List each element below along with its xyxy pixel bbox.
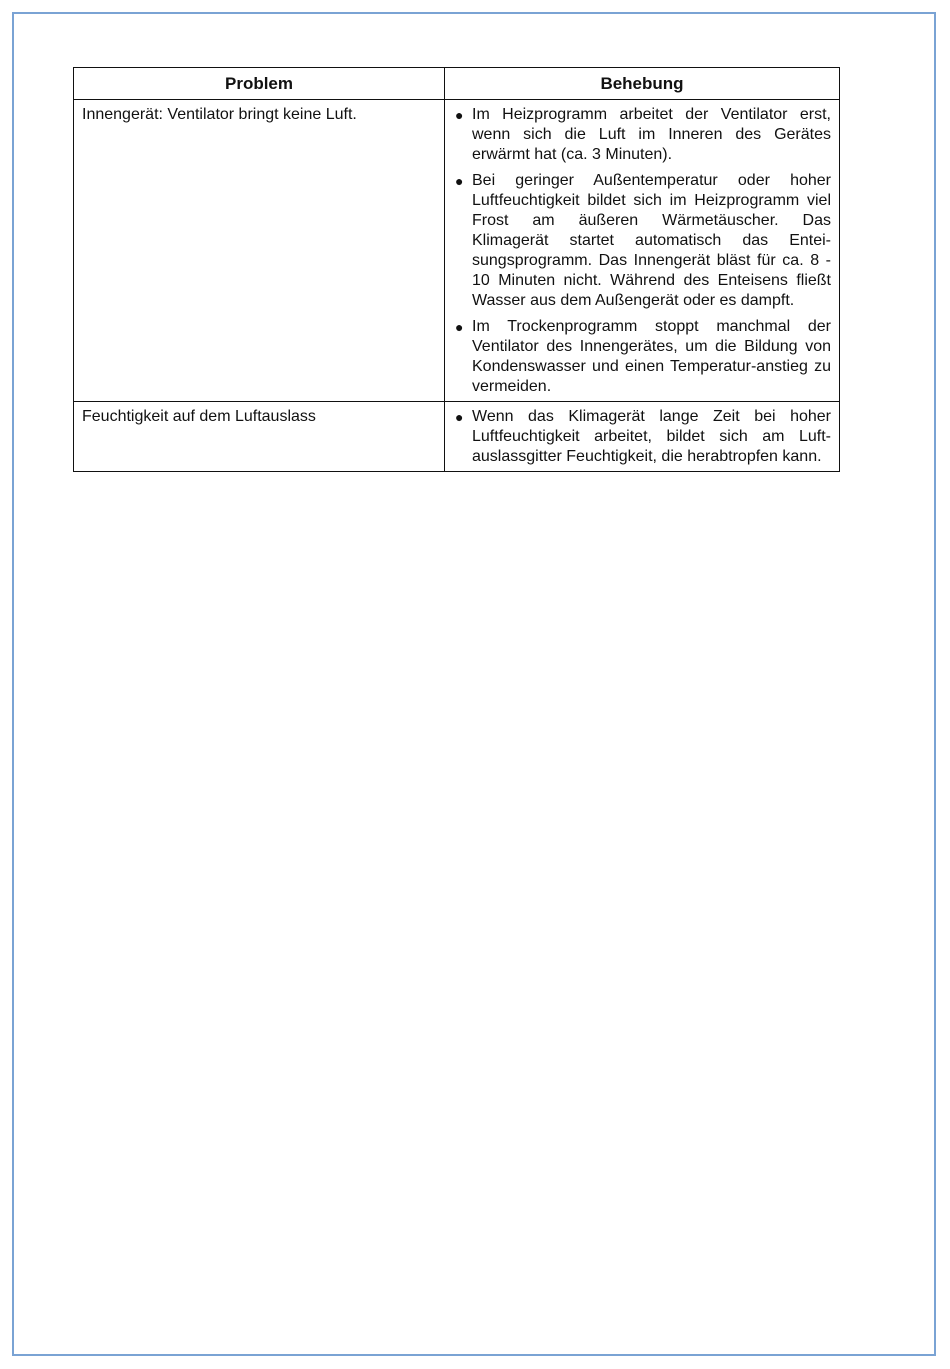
solution-item — [453, 407, 831, 467]
bullet-icon: ● — [455, 107, 464, 123]
problem-cell: Innengerät: Ventilator bringt keine Luft. — [74, 100, 445, 402]
solution-list — [453, 105, 831, 397]
solution-text: Im Trockenprogramm stoppt manchmal der Ventilator des Innengerätes, um die Bildung von Kondenswasser und einen Temperatur-anstieg zu vermeiden. — [472, 318, 831, 395]
solution-list — [453, 407, 831, 467]
table-row — [74, 100, 840, 402]
header-solution: Behebung — [445, 68, 840, 100]
bullet-icon: ● — [455, 319, 464, 335]
solution-item — [453, 171, 831, 311]
solution-text: Im Heizprogramm arbeitet der Ventilator erst, wenn sich die Luft im Inneren des Gerätes erwärmt hat (ca. 3 Minuten). — [472, 106, 831, 163]
troubleshooting-table — [73, 67, 840, 472]
table-header-row — [74, 68, 840, 100]
table-row — [74, 402, 840, 472]
solution-item — [453, 105, 831, 165]
header-problem: Problem — [74, 68, 445, 100]
solution-item — [453, 317, 831, 397]
bullet-icon: ● — [455, 173, 464, 189]
problem-cell: Feuchtigkeit auf dem Luftauslass — [74, 402, 445, 472]
solution-cell — [445, 100, 840, 402]
solution-text: Wenn das Klimagerät lange Zeit bei hoher Luftfeuchtigkeit arbeitet, bildet sich am Luft-auslassgitter Feuchtigkeit, die herabtropfen kann. — [472, 408, 831, 465]
bullet-icon: ● — [455, 409, 464, 425]
solution-text: Bei geringer Außentemperatur oder hoher Luftfeuchtigkeit bildet sich im Heizprogramm viel Frost am äußeren Wärmetäuscher. Das Klimagerät startet automatisch das Entei-sungsprogramm. Das Innengerät bläst für ca. 8 - 10 Minuten nicht. Während des Enteisens fließt Wasser aus dem Außengerät oder es dampft. — [472, 172, 831, 309]
solution-cell — [445, 402, 840, 472]
